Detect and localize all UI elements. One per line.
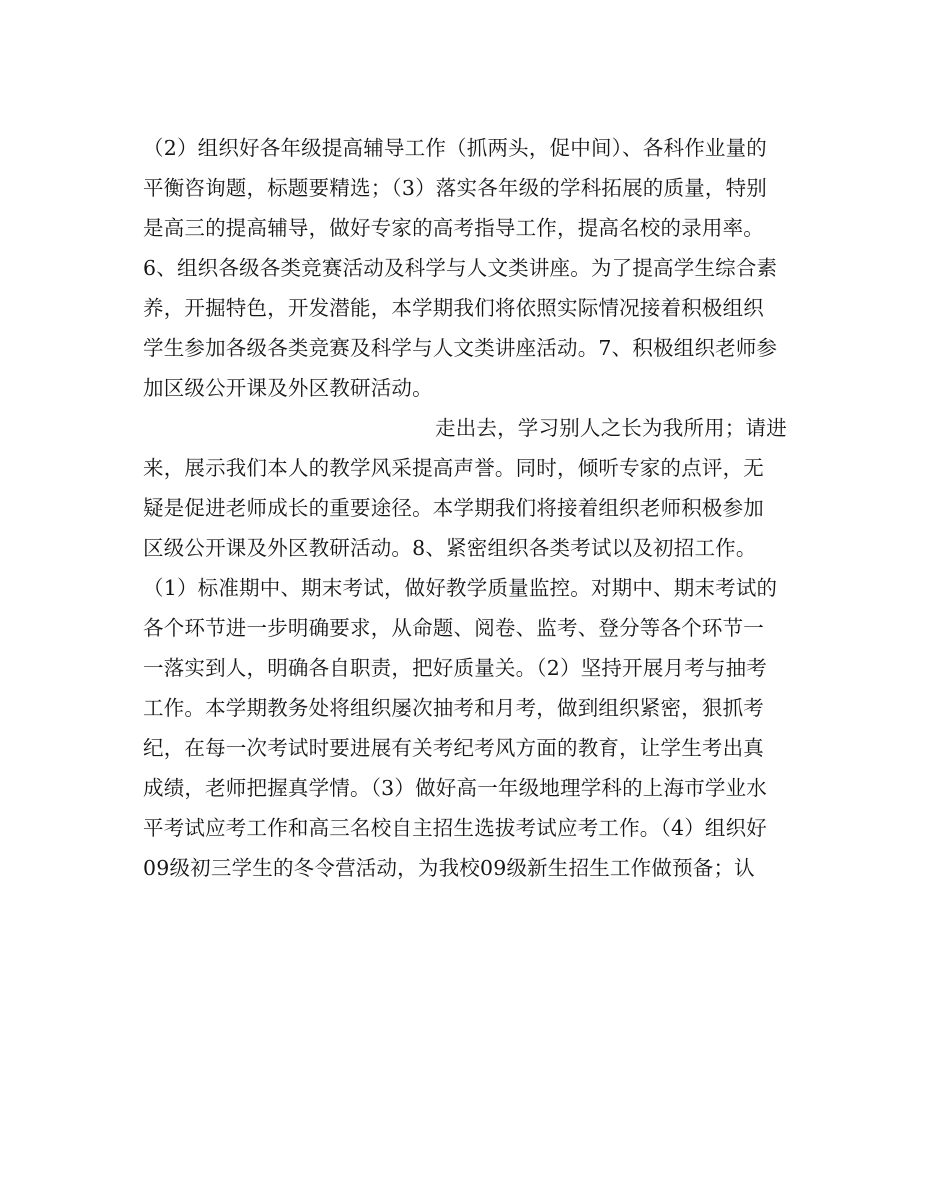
text-line-17: 成绩，老师把握真学情。（3）做好高一年级地理学科的上海市学业水 [143, 776, 767, 800]
text-line-15: 工作。本学期教务处将组织屡次抽考和月考，做到组织紧密，狠抓考 [143, 696, 764, 720]
text-line-9: 来，展示我们本人的教学风采提高声誉。同时，倾听专家的点评，无 [143, 456, 764, 480]
body-text [143, 128, 813, 888]
text-line-1: （2）组织好各年级提高辅导工作（抓两头，促中间）、各科作业量的 [143, 136, 767, 160]
text-line-6: 学生参加各级各类竞赛及科学与人文类讲座活动。7、积极组织老师参 [143, 336, 778, 360]
text-line-18: 平考试应考工作和高三名校自主招生选拔考试应考工作。（4）组织好 [143, 816, 767, 840]
text-line-19: 09级初三学生的冬令营活动，为我校09级新生招生工作做预备；认 [143, 856, 755, 880]
text-line-2: 平衡咨询题，标题要精选；（3）落实各年级的学科拓展的质量，特别 [143, 176, 767, 200]
text-line-14: 一落实到人，明确各自职责，把好质量关。（2）坚持开展月考与抽考 [143, 656, 767, 680]
text-line-5: 养，开掘特色，开发潜能，本学期我们将依照实际情况接着积极组织 [143, 296, 764, 320]
text-line-12: （1）标准期中、期末考试，做好教学质量监控。对期中、期末考试的 [143, 576, 778, 600]
text-line-8: 走出去，学习别人之长为我所用；请进 [435, 416, 787, 440]
text-line-10: 疑是促进老师成长的重要途径。本学期我们将接着组织老师积极参加 [143, 496, 764, 520]
text-line-3: 是高三的提高辅导，做好专家的高考指导工作，提高名校的录用率。 [143, 216, 764, 240]
text-line-16: 纪，在每一次考试时要进展有关考纪考风方面的教育，让学生考出真 [143, 736, 764, 760]
text-line-13: 各个环节进一步明确要求，从命题、阅卷、监考、登分等各个环节一 [143, 616, 764, 640]
text-line-4: 6、组织各级各类竞赛活动及科学与人文类讲座。为了提高学生综合素 [143, 256, 778, 280]
text-line-7: 加区级公开课及外区教研活动。 [143, 376, 433, 400]
text-line-11: 区级公开课及外区教研活动。8、紧密组织各类考试以及初招工作。 [143, 536, 757, 560]
